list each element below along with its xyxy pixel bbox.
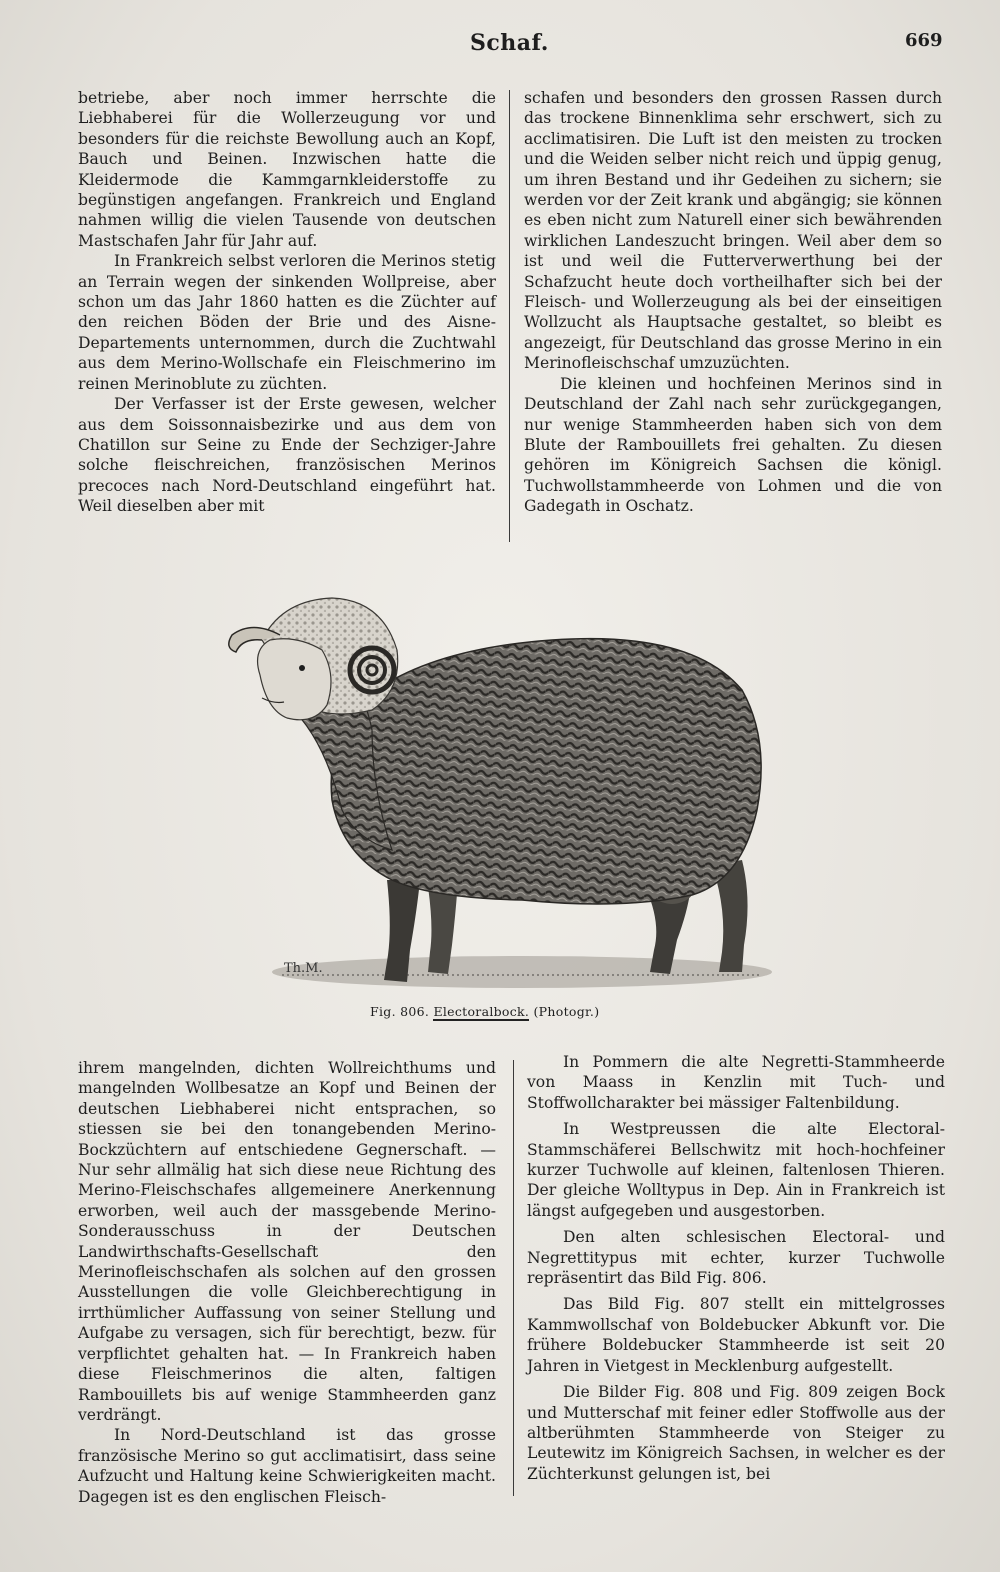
page-number: 669: [905, 30, 943, 51]
column-divider-bottom: [513, 1060, 514, 1496]
paragraph: In Westpreussen die alte Electoral-Stammschäferei Bellschwitz mit hoch-hochfeiner kurzer Tuchwolle auf kleinen, faltenlosen Thieren. Der gleiche Wolltypus in Dep. Ain in Frankreich ist längst aufgegeben und ausgestorben.: [527, 1120, 945, 1220]
column-top-right: [524, 88, 942, 517]
figure-number: Fig. 806.: [370, 1004, 430, 1019]
paragraph: In Frankreich selbst verloren die Merinos stetig an Terrain wegen der sinkenden Wollpreise, aber schon um das Jahr 1860 hatten es die Züchter auf den reichen Böden der Brie und des Aisne-Departements unternommen, durch die Zuchtwahl aus dem Merino-Wollschafe ein Fleischmerino im reinen Merinoblute zu züchten.: [78, 252, 496, 393]
running-head-title: Schaf.: [470, 30, 549, 56]
paragraph: In Nord-Deutschland ist das grosse französische Merino so gut acclimatisirt, dass seine Aufzucht und Haltung keine Schwierigkeiten macht. Dagegen ist es den englischen Fleisch-: [78, 1426, 496, 1506]
paragraph: Den alten schlesischen Electoral- und Negrettitypus mit echter, kurzer Tuchwolle repräsentirt das Bild Fig. 806.: [527, 1228, 945, 1288]
paragraph: betriebe, aber noch immer herrschte die Liebhaberei für die Wollerzeugung vor und besonders für die reichste Bewollung auch an Kopf, Bauch und Beinen. Inzwischen hatte die Kleidermode die Kammgarnkleiderstoffe zu begünstigen angefangen. Frankreich und England nahmen willig die vielen Tausende von deutschen Mastschafen Jahr für Jahr auf.: [78, 89, 496, 250]
paragraph: schafen und besonders den grossen Rassen durch das trockene Binnenklima sehr erschwert, sich zu acclimatisiren. Die Luft ist den meisten zu trocken und die Weiden selber nicht reich und üppig genug, um ihren Bestand und ihr Gedeihen zu sichern; sie werden vor der Zeit krank und abgängig; sie können es eben nicht zum Naturell einer sich bewährenden wirklichen Landeszucht bringen. Weil aber dem so ist und weil die Futterverwerthung bei der Schafzucht heute doch vortheilhafter sich bei der Fleisch- und Wollerzeugung als bei der einseitigen Wollzucht als Hauptsache gestaltet, so bleibt es angezeigt, für Deutschland das grosse Merino in ein Merinofleischschaf umzuzüchten.: [524, 89, 942, 373]
paragraph: Die kleinen und hochfeinen Merinos sind in Deutschland der Zahl nach sehr zurückgegangen, nur wenige Stammheerden haben sich von dem Blute der Rambouillets frei gehalten. Zu diesen gehören im Königreich Sachsen die königl. Tuchwollstammheerde von Lohmen und die von Gadegath in Oschatz.: [524, 374, 942, 516]
sheep-illustration: [222, 580, 782, 1000]
artist-signature: Th.M.: [284, 961, 323, 976]
electoral-ram-drawing: [222, 580, 782, 1000]
column-top-left: [78, 88, 496, 517]
figure-note: (Photogr.): [533, 1004, 600, 1019]
paragraph: Der Verfasser ist der Erste gewesen, welcher aus dem Soissonnaisbezirke und aus dem von Chatillon sur Seine zu Ende der Sechziger-Jahre solche fleischreichen, französischen Merinos precoces nach Nord-Deutschland eingeführt hat. Weil dieselben aber mit: [78, 395, 496, 516]
paragraph: Die Bilder Fig. 808 und Fig. 809 zeigen Bock und Mutterschaf mit feiner edler Stoffwolle aus der altberühmten Stammheerde von Steiger zu Leutewitz im Königreich Sachsen, in welcher es der Züchterkunst gelungen ist, bei: [527, 1383, 945, 1483]
paragraph: ihrem mangelnden, dichten Wollreichthums und mangelnden Wollbesatze an Kopf und Beinen der deutschen Liebhaberei nicht entsprachen, so stiessen sie bei den tonangebenden Merino-Bockzüchtern auf entschiedene Gegnerschaft. — Nur sehr allmälig hat sich diese neue Richtung des Merino-Fleischschafes allgemeinere Anerkennung erworben, weil auch der massgebende Merino-Sonderausschuss in der Deutschen Landwirthschafts-Gesellschaft den Merinofleischschafen als solchen auf den grossen Ausstellungen die volle Gleichberechtigung in irrthümlicher Auffassung von seiner Stellung und Aufgabe zu versagen, sich für berechtigt, bezw. für verpflichtet gehalten hat. — In Frankreich haben diese Fleischmerinos die alten, faltigen Rambouillets bis auf wenige Stammheerden ganz verdrängt.: [78, 1059, 496, 1424]
paragraph: Das Bild Fig. 807 stellt ein mittelgrosses Kammwollschaf von Boldebucker Abkunft vor. Die frühere Boldebucker Stammheerde ist seit 20 Jahren in Vietgest in Mecklenburg aufgestellt.: [527, 1295, 945, 1375]
column-bottom-right: [527, 1052, 945, 1484]
figure-title: Electoralbock.: [433, 1004, 530, 1019]
paragraph: In Pommern die alte Negretti-Stammheerde von Maass in Kenzlin mit Tuch- und Stoffwollcharakter bei mässiger Faltenbildung.: [527, 1053, 945, 1112]
column-bottom-left: [78, 1058, 496, 1507]
column-divider-top: [509, 90, 510, 542]
figure-caption: [370, 1004, 599, 1019]
